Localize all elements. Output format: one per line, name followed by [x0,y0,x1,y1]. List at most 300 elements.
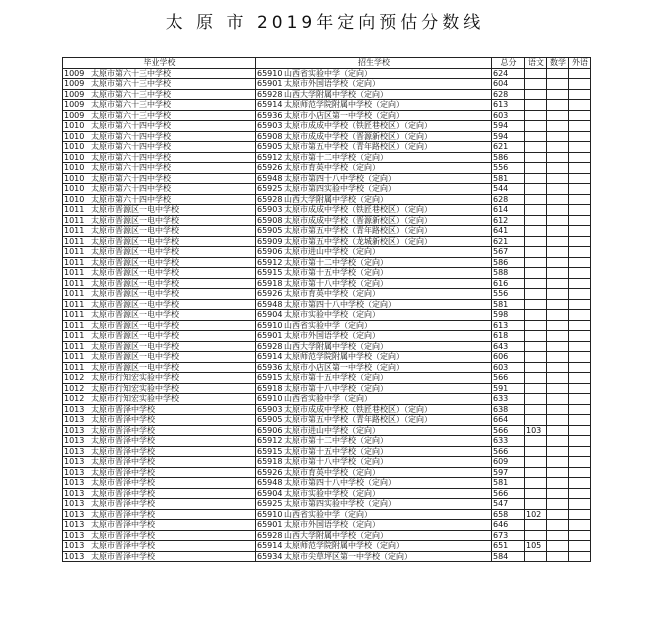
admission-school-name: 太原市第五中学校（青年路校区）（定向） [284,142,432,151]
graduate-school-name: 太原市晋泽中学校 [91,520,155,529]
total-score-cell: 618 [492,331,525,342]
graduate-school-cell [63,478,256,489]
admission-school-code: 65914 [257,541,283,550]
table-row [63,478,591,489]
admission-school-name: 太原市成成中学校（铁匠巷校区）（定向） [284,121,432,130]
math-score-cell [547,236,569,247]
table-row [63,310,591,321]
admission-school-code: 65915 [257,373,283,382]
graduate-school-code: 1012 [64,373,85,382]
graduate-school-cell [63,331,256,342]
english-score-cell [569,236,591,247]
english-score-cell [569,499,591,510]
english-score-cell [569,247,591,258]
graduate-school-code: 1013 [64,551,85,561]
chinese-score-cell [525,194,547,205]
total-score-cell: 603 [492,362,525,373]
graduate-school-cell [63,425,256,436]
admission-school-name: 太原市第十八中学校（定向） [284,278,388,288]
english-score-cell [569,320,591,331]
english-score-cell [569,352,591,363]
graduate-school-cell [63,163,256,174]
graduate-school-name: 太原市晋泽中学校 [91,551,155,561]
admission-school-cell [256,488,492,499]
chinese-score-cell [525,383,547,394]
admission-school-code: 65926 [257,467,283,477]
admission-school-name: 山西省实验中学（定向） [284,509,372,519]
total-score-cell: 616 [492,278,525,289]
graduate-school-cell [63,152,256,163]
graduate-school-cell [63,362,256,373]
total-score-cell: 566 [492,446,525,457]
graduate-school-code: 1009 [64,89,85,99]
chinese-score-cell [525,404,547,415]
english-score-cell [569,142,591,153]
total-score-cell: 628 [492,89,525,100]
admission-school-name: 山西大学附属中学校（定向） [284,194,388,204]
graduate-school-cell [63,499,256,510]
table-row [63,278,591,289]
admission-school-code: 65915 [257,268,283,277]
table-row [63,331,591,342]
score-table [62,57,591,562]
graduate-school-code: 1012 [64,383,85,393]
chinese-score-cell [525,320,547,331]
admission-school-cell [256,404,492,415]
english-score-cell [569,446,591,457]
table-row [63,436,591,447]
admission-school-cell [256,110,492,121]
graduate-school-name: 太原市第六十三中学校 [91,79,171,88]
total-score-cell: 664 [492,415,525,426]
graduate-school-name: 太原市晋源区一电中学校 [91,278,179,288]
english-score-cell [569,215,591,226]
admission-school-code: 65914 [257,100,283,109]
math-score-cell [547,362,569,373]
table-body [63,68,591,562]
total-score-cell: 641 [492,226,525,237]
table-row [63,215,591,226]
admission-school-cell [256,121,492,132]
english-score-cell [569,173,591,184]
graduate-school-cell [63,394,256,405]
graduate-school-cell [63,205,256,216]
admission-school-name: 太原市第十二中学校（定向） [284,257,388,267]
graduate-school-name: 太原市晋泽中学校 [91,467,155,477]
graduate-school-cell [63,173,256,184]
chinese-score-cell [525,436,547,447]
graduate-school-code: 1009 [64,68,85,78]
graduate-school-cell [63,268,256,279]
table-row [63,425,591,436]
graduate-school-cell [63,446,256,457]
table-row [63,551,591,562]
table-row [63,121,591,132]
admission-school-cell [256,457,492,468]
math-score-cell [547,173,569,184]
total-score-cell: 588 [492,268,525,279]
admission-school-code: 65915 [257,446,283,456]
chinese-score-cell [525,310,547,321]
total-score-cell: 621 [492,142,525,153]
admission-school-code: 65901 [257,520,283,529]
admission-school-code: 65928 [257,530,283,540]
math-score-cell [547,79,569,90]
total-score-cell: 651 [492,541,525,552]
graduate-school-name: 太原市第六十四中学校 [91,142,171,151]
table-row [63,131,591,142]
graduate-school-code: 1011 [64,341,85,351]
graduate-school-cell [63,467,256,478]
total-score-cell: 598 [492,310,525,321]
math-score-cell [547,551,569,562]
admission-school-code: 65901 [257,79,283,88]
table-row [63,79,591,90]
math-score-cell [547,331,569,342]
admission-school-code: 65925 [257,499,283,508]
admission-school-cell [256,383,492,394]
total-score-cell: 646 [492,520,525,531]
graduate-school-code: 1013 [64,446,85,456]
graduate-school-cell [63,278,256,289]
chinese-score-cell [525,89,547,100]
graduate-school-cell [63,89,256,100]
english-score-cell [569,100,591,111]
graduate-school-code: 1011 [64,331,85,340]
graduate-school-code: 1011 [64,310,85,319]
graduate-school-code: 1010 [64,163,85,172]
graduate-school-name: 太原市晋源区一电中学校 [91,289,179,298]
english-score-cell [569,457,591,468]
total-score-cell: 604 [492,79,525,90]
chinese-score-cell [525,226,547,237]
table-row [63,520,591,531]
total-score-cell: 614 [492,205,525,216]
table-row [63,446,591,457]
graduate-school-code: 1011 [64,320,85,330]
graduate-school-cell [63,247,256,258]
total-score-cell: 586 [492,152,525,163]
chinese-score-cell [525,478,547,489]
graduate-school-name: 太原市晋源区一电中学校 [91,215,179,225]
total-score-cell: 633 [492,394,525,405]
admission-school-code: 65906 [257,425,283,435]
admission-school-cell [256,184,492,195]
admission-school-code: 65912 [257,152,283,162]
admission-school-name: 太原市尖草坪区第一中学校（定向） [284,551,412,561]
chinese-score-cell [525,530,547,541]
total-score-cell: 566 [492,425,525,436]
table-row [63,247,591,258]
admission-school-name: 太原市第十五中学校（定向） [284,446,388,456]
graduate-school-name: 太原市晋泽中学校 [91,478,155,487]
math-score-cell [547,289,569,300]
english-score-cell [569,509,591,520]
graduate-school-name: 太原市行知宏实验中学校 [91,394,179,403]
graduate-school-cell [63,68,256,79]
admission-school-name: 太原市第十二中学校（定向） [284,436,388,445]
graduate-school-name: 太原市晋泽中学校 [91,499,155,508]
admission-school-cell [256,520,492,531]
english-score-cell [569,152,591,163]
math-score-cell [547,131,569,142]
graduate-school-code: 1013 [64,541,85,550]
admission-school-code: 65914 [257,352,283,361]
graduate-school-cell [63,373,256,384]
graduate-school-code: 1010 [64,173,85,183]
english-score-cell [569,478,591,489]
admission-school-cell [256,257,492,268]
graduate-school-code: 1010 [64,131,85,141]
admission-school-cell [256,205,492,216]
table-row [63,110,591,121]
math-score-cell [547,383,569,394]
chinese-score-cell [525,205,547,216]
admission-school-name: 山西大学附属中学校（定向） [284,89,388,99]
graduate-school-cell [63,520,256,531]
admission-school-name: 太原市育英中学校（定向） [284,163,380,172]
total-score-cell: 624 [492,68,525,79]
graduate-school-name: 太原市第六十四中学校 [91,131,171,141]
math-score-cell [547,205,569,216]
graduate-school-cell [63,236,256,247]
math-score-cell [547,68,569,79]
english-score-cell [569,278,591,289]
admission-school-name: 山西大学附属中学校（定向） [284,530,388,540]
graduate-school-code: 1010 [64,121,85,130]
admission-school-code: 65925 [257,184,283,193]
graduate-school-code: 1012 [64,394,85,403]
admission-school-code: 65936 [257,362,283,372]
graduate-school-cell [63,100,256,111]
admission-school-name: 山西省实验中学（定向） [284,68,372,78]
graduate-school-name: 太原市晋泽中学校 [91,436,155,445]
graduate-school-code: 1011 [64,299,85,309]
admission-school-code: 65948 [257,299,283,309]
chinese-score-cell [525,257,547,268]
admission-school-name: 太原市第四十八中学校（定向） [284,478,396,487]
chinese-score-cell [525,79,547,90]
graduate-school-cell [63,110,256,121]
math-score-cell [547,509,569,520]
english-score-cell [569,110,591,121]
total-score-cell: 597 [492,467,525,478]
admission-school-name: 太原师范学院附属中学校（定向） [284,541,404,550]
table-row [63,341,591,352]
admission-school-cell [256,173,492,184]
graduate-school-cell [63,194,256,205]
math-score-cell [547,457,569,468]
total-score-cell: 673 [492,530,525,541]
english-score-cell [569,184,591,195]
math-score-cell [547,467,569,478]
chinese-score-cell [525,184,547,195]
chinese-score-cell: 102 [525,509,547,520]
chinese-score-cell [525,551,547,562]
math-score-cell [547,100,569,111]
table-row [63,226,591,237]
table-row [63,205,591,216]
graduate-school-name: 太原市晋源区一电中学校 [91,257,179,267]
english-score-cell [569,289,591,300]
graduate-school-name: 太原市晋泽中学校 [91,488,155,498]
math-score-cell [547,257,569,268]
graduate-school-cell [63,457,256,468]
chinese-score-cell [525,446,547,457]
graduate-school-name: 太原市晋泽中学校 [91,425,155,435]
graduate-school-name: 太原市晋泽中学校 [91,415,155,424]
chinese-score-cell [525,163,547,174]
graduate-school-cell [63,226,256,237]
admission-school-name: 山西省实验中学（定向） [284,320,372,330]
admission-school-code: 65926 [257,289,283,298]
graduate-school-code: 1011 [64,352,85,361]
english-score-cell [569,68,591,79]
english-score-cell [569,404,591,415]
admission-school-cell [256,215,492,226]
graduate-school-cell [63,541,256,552]
admission-school-cell [256,236,492,247]
table-row [63,530,591,541]
math-score-cell [547,415,569,426]
admission-school-name: 太原市外国语学校（定向） [284,520,380,529]
admission-school-code: 65934 [257,551,283,561]
admission-school-code: 65948 [257,173,283,183]
english-score-cell [569,341,591,352]
english-score-cell [569,89,591,100]
english-score-cell [569,488,591,499]
math-score-cell [547,152,569,163]
graduate-school-name: 太原市第六十四中学校 [91,163,171,172]
admission-school-code: 65926 [257,163,283,172]
graduate-school-name: 太原市晋源区一电中学校 [91,226,179,235]
graduate-school-code: 1013 [64,499,85,508]
english-score-cell [569,331,591,342]
graduate-school-code: 1013 [64,457,85,466]
total-score-cell: 566 [492,373,525,384]
admission-school-name: 太原市第五中学校（青年路校区）（定向） [284,226,432,235]
admission-school-cell [256,89,492,100]
chinese-score-cell [525,467,547,478]
admission-school-code: 65910 [257,509,283,519]
graduate-school-name: 太原市晋源区一电中学校 [91,362,179,372]
graduate-school-name: 太原市行知宏实验中学校 [91,373,179,382]
graduate-school-code: 1010 [64,152,85,162]
admission-school-name: 太原市成成中学校（铁匠巷校区）（定向） [284,205,432,214]
total-score-cell: 544 [492,184,525,195]
total-score-cell: 581 [492,173,525,184]
graduate-school-name: 太原市第六十三中学校 [91,110,171,120]
table-row [63,320,591,331]
admission-school-name: 太原市成成中学校（晋源新校区）（定向） [284,131,432,141]
graduate-school-code: 1011 [64,226,85,235]
total-score-cell: 609 [492,457,525,468]
admission-school-cell [256,446,492,457]
math-score-cell [547,530,569,541]
admission-school-code: 65903 [257,121,283,130]
admission-school-code: 65912 [257,257,283,267]
chinese-score-cell [525,68,547,79]
graduate-school-name: 太原市晋源区一电中学校 [91,341,179,351]
graduate-school-cell [63,299,256,310]
admission-school-code: 65904 [257,310,283,319]
english-score-cell [569,205,591,216]
graduate-school-name: 太原市晋源区一电中学校 [91,299,179,309]
total-score-cell: 613 [492,320,525,331]
admission-school-cell [256,163,492,174]
total-score-cell: 594 [492,131,525,142]
graduate-school-name: 太原市第六十四中学校 [91,173,171,183]
graduate-school-cell [63,415,256,426]
admission-school-code: 65936 [257,110,283,120]
admission-school-cell [256,226,492,237]
graduate-school-name: 太原市第六十三中学校 [91,89,171,99]
graduate-school-name: 太原市晋源区一电中学校 [91,205,179,214]
table-header-row [63,58,591,69]
math-score-cell [547,499,569,510]
english-score-cell [569,299,591,310]
total-score-cell: 621 [492,236,525,247]
graduate-school-name: 太原市晋源区一电中学校 [91,331,179,340]
admission-school-name: 太原市第五中学校（青年路校区）（定向） [284,415,432,424]
math-score-cell [547,425,569,436]
graduate-school-code: 1013 [64,488,85,498]
admission-school-cell [256,68,492,79]
graduate-school-cell [63,436,256,447]
table-row [63,467,591,478]
graduate-school-code: 1011 [64,215,85,225]
admission-school-cell [256,530,492,541]
admission-school-name: 太原市第十五中学校（定向） [284,373,388,382]
admission-school-code: 65906 [257,247,283,256]
admission-school-code: 65910 [257,320,283,330]
table-row [63,509,591,520]
admission-school-name: 山西大学附属中学校（定向） [284,341,388,351]
math-score-cell [547,299,569,310]
total-score-cell: 567 [492,247,525,258]
graduate-school-name: 太原市晋泽中学校 [91,541,155,550]
math-score-cell [547,352,569,363]
admission-school-code: 65904 [257,488,283,498]
total-score-cell: 556 [492,289,525,300]
table-row [63,173,591,184]
math-score-cell [547,341,569,352]
admission-school-name: 太原市进山中学校（定向） [284,425,380,435]
total-score-cell: 638 [492,404,525,415]
chinese-score-cell: 105 [525,541,547,552]
graduate-school-code: 1013 [64,520,85,529]
graduate-school-name: 太原市第六十四中学校 [91,121,171,130]
graduate-school-code: 1010 [64,142,85,151]
graduate-school-code: 1013 [64,425,85,435]
admission-school-cell [256,362,492,373]
math-score-cell [547,121,569,132]
math-score-cell [547,520,569,531]
graduate-school-code: 1013 [64,404,85,414]
graduate-school-code: 1013 [64,415,85,424]
graduate-school-cell [63,289,256,300]
table-row [63,404,591,415]
admission-school-name: 太原市第四十八中学校（定向） [284,299,396,309]
admission-school-name: 太原市成成中学校（晋源新校区）（定向） [284,215,432,225]
chinese-score-cell [525,352,547,363]
admission-school-code: 65918 [257,278,283,288]
admission-school-name: 太原市第四实验中学校（定向） [284,184,396,193]
table-row [63,541,591,552]
total-score-cell: 603 [492,110,525,121]
english-score-cell [569,383,591,394]
table-row [63,152,591,163]
